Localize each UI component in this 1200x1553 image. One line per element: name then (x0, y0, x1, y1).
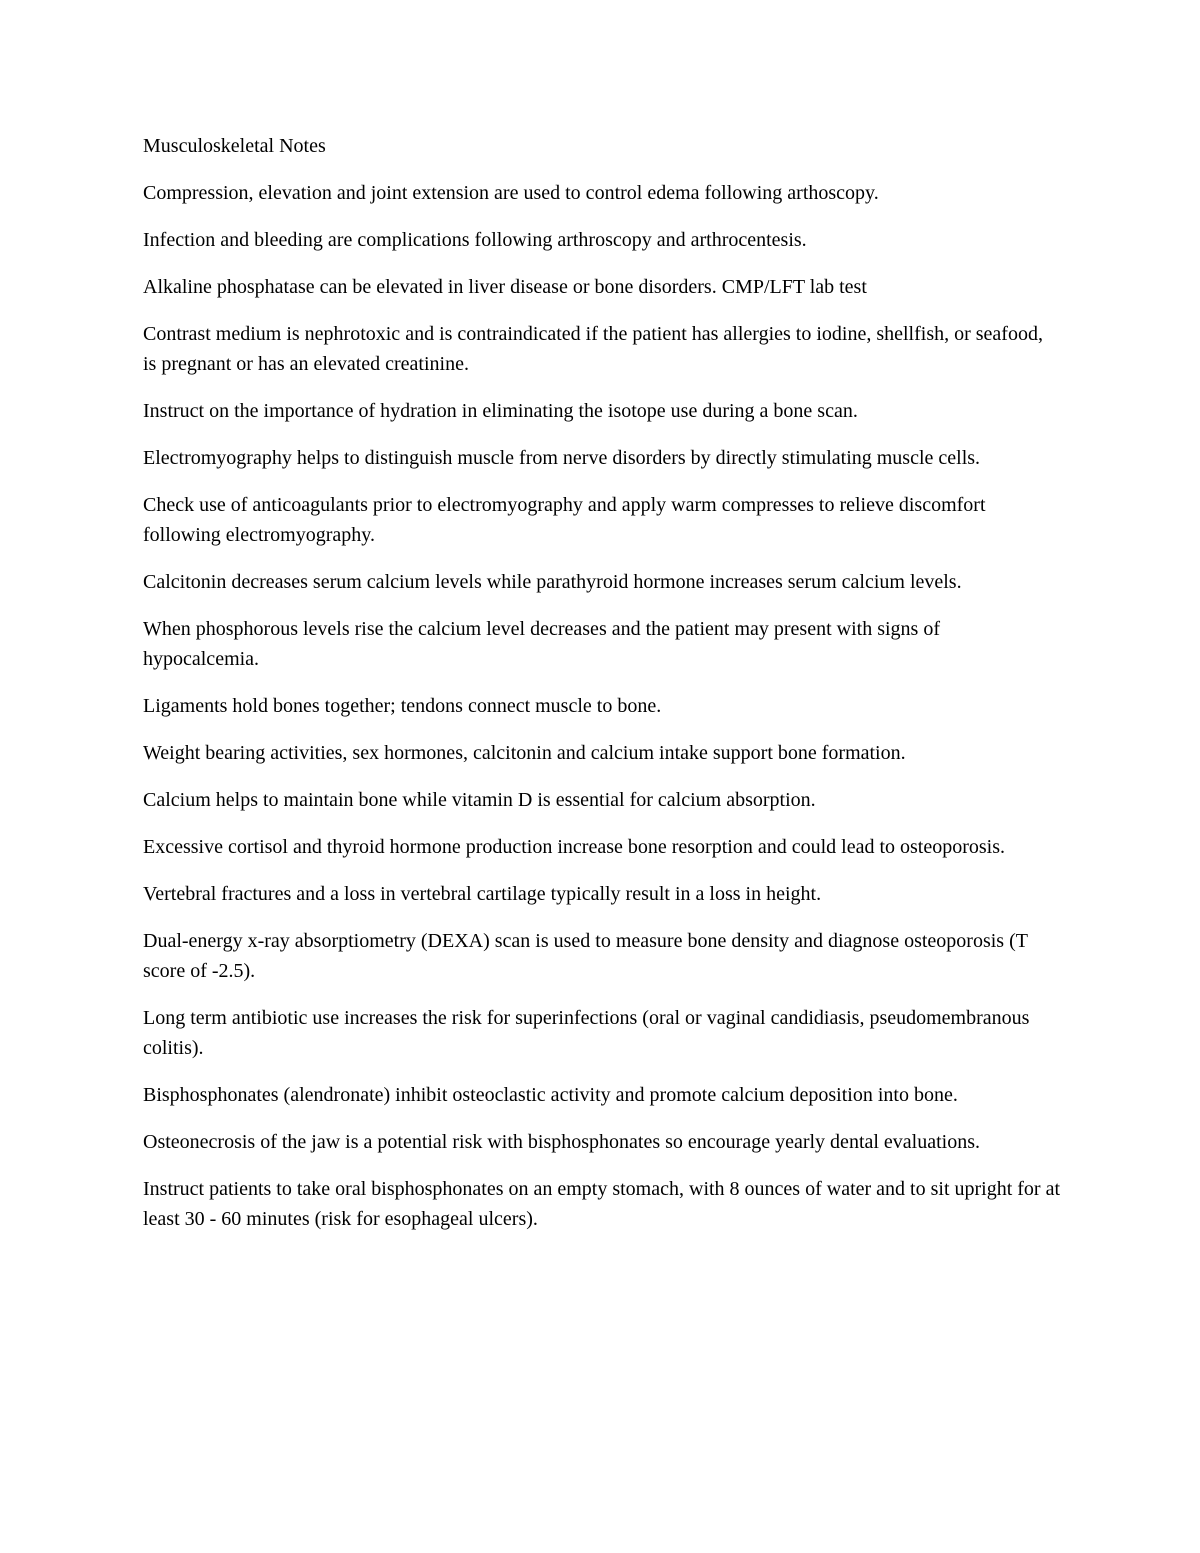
paragraph: Vertebral fractures and a loss in vertebral cartilage typically result in a loss in height. (143, 883, 822, 905)
paragraph: When phosphorous levels rise the calcium level decreases and the patient may present with signs of hypocalcemia. (143, 618, 940, 670)
paragraph: Compression, elevation and joint extension are used to control edema following arthoscopy. (143, 182, 879, 204)
paragraph: Check use of anticoagulants prior to electromyography and apply warm compresses to relieve discomfort following electromyography. (143, 494, 986, 546)
paragraph: Infection and bleeding are complications following arthroscopy and arthrocentesis. (143, 229, 807, 251)
paragraph: Dual-energy x-ray absorptiometry (DEXA) scan is used to measure bone density and diagnose osteoporosis (T score of -2.5). (143, 930, 1028, 982)
paragraph: Electromyography helps to distinguish muscle from nerve disorders by directly stimulating muscle cells. (143, 447, 981, 469)
paragraph: Instruct on the importance of hydration in eliminating the isotope use during a bone scan. (143, 400, 858, 422)
paragraph: Bisphosphonates (alendronate) inhibit osteoclastic activity and promote calcium deposition into bone. (143, 1084, 958, 1106)
paragraph: Excessive cortisol and thyroid hormone production increase bone resorption and could lead to osteoporosis. (143, 836, 1006, 858)
document-page (143, 131, 1061, 1251)
document-title: Musculoskeletal Notes (143, 135, 326, 157)
paragraph: Instruct patients to take oral bisphosphonates on an empty stomach, with 8 ounces of water and to sit upright for at least 30 - 60 minutes (risk for esophageal ulcers). (143, 1178, 1061, 1230)
paragraph: Weight bearing activities, sex hormones, calcitonin and calcium intake support bone formation. (143, 742, 906, 764)
paragraph: Calcium helps to maintain bone while vitamin D is essential for calcium absorption. (143, 789, 816, 811)
paragraph: Alkaline phosphatase can be elevated in liver disease or bone disorders. CMP/LFT lab test (143, 276, 867, 298)
paragraph: Osteonecrosis of the jaw is a potential risk with bisphosphonates so encourage yearly dental evaluations. (143, 1131, 981, 1153)
paragraph: Long term antibiotic use increases the risk for superinfections (oral or vaginal candidiasis, pseudomembranous colitis). (143, 1007, 1030, 1059)
paragraph: Calcitonin decreases serum calcium levels while parathyroid hormone increases serum calcium levels. (143, 571, 962, 593)
paragraph: Ligaments hold bones together; tendons connect muscle to bone. (143, 695, 662, 717)
paragraph: Contrast medium is nephrotoxic and is contraindicated if the patient has allergies to iodine, shellfish, or seafood, is pregnant or has an elevated creatinine. (143, 323, 1043, 375)
